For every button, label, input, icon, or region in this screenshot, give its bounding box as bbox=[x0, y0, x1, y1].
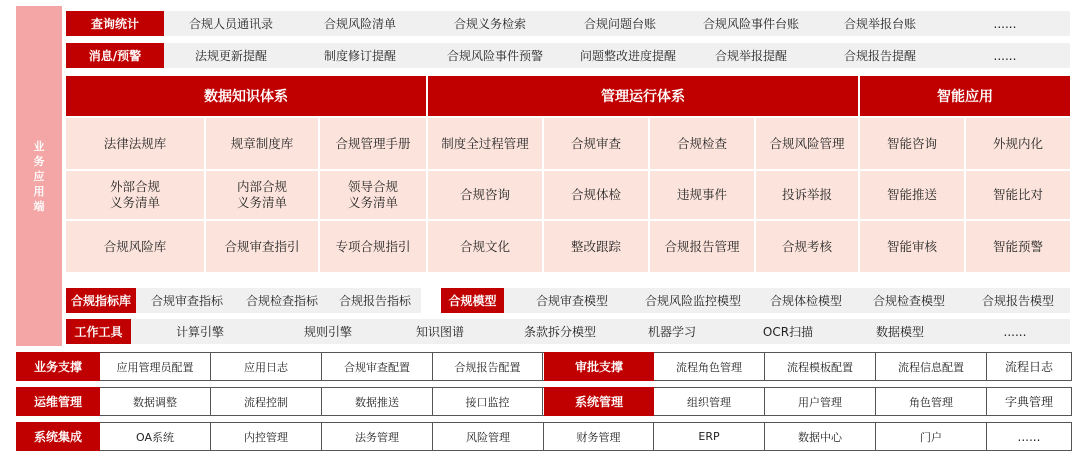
model-label: 合规模型 bbox=[441, 288, 504, 313]
alert-item[interactable]: 问题整改进度提醒 bbox=[579, 49, 676, 63]
ops-cell[interactable]: 投诉举报 bbox=[756, 171, 858, 219]
approval-item[interactable]: 流程日志 bbox=[1004, 360, 1053, 374]
data-cell[interactable]: 合规审查指引 bbox=[206, 221, 318, 272]
management-ops-header: 管理运行体系 bbox=[428, 76, 858, 116]
indicator-label: 合规指标库 bbox=[66, 288, 136, 313]
integration-item[interactable]: 门户 bbox=[876, 423, 987, 450]
ops-mgmt-item[interactable]: 数据推送 bbox=[322, 388, 433, 415]
ops-cell[interactable]: 合规风险管理 bbox=[756, 118, 858, 169]
ops-mgmt-label: 运维管理 bbox=[16, 387, 100, 416]
biz-support-item[interactable]: 合规报告配置 bbox=[433, 353, 543, 380]
tools-item[interactable]: 机器学习 bbox=[647, 325, 696, 339]
alert-label: 消息/预警 bbox=[66, 43, 164, 68]
smart-cell[interactable]: 智能预警 bbox=[966, 221, 1070, 272]
ops-cell[interactable]: 违规事件 bbox=[650, 171, 754, 219]
sidebar-business-app bbox=[16, 6, 62, 346]
tools-item[interactable]: OCR扫描 bbox=[762, 325, 814, 339]
integration-item[interactable]: 内控管理 bbox=[211, 423, 322, 450]
model-item[interactable]: 合规审查模型 bbox=[535, 294, 608, 308]
alert-item[interactable]: 制度修订提醒 bbox=[323, 49, 396, 63]
ops-cell[interactable]: 合规体检 bbox=[544, 171, 648, 219]
ops-cell[interactable]: 合规咨询 bbox=[428, 171, 542, 219]
tools-item[interactable]: ...... bbox=[1003, 324, 1027, 339]
alert-item[interactable]: ...... bbox=[993, 48, 1017, 63]
ops-mgmt-item[interactable]: 数据调整 bbox=[100, 388, 211, 415]
data-cell[interactable]: 法律法规库 bbox=[66, 118, 204, 169]
sys-mgmt-item[interactable]: 组织管理 bbox=[654, 388, 765, 415]
indicator-item[interactable]: 合规检查指标 bbox=[245, 294, 318, 308]
query-item[interactable]: 合规人员通讯录 bbox=[188, 17, 273, 31]
data-cell[interactable]: 内部合规 义务清单 bbox=[206, 171, 318, 219]
alert-item[interactable]: 合规举报提醒 bbox=[714, 49, 787, 63]
integration-item[interactable]: ...... bbox=[1017, 429, 1041, 444]
ops-cell[interactable]: 合规报告管理 bbox=[650, 221, 754, 272]
indicator-item[interactable]: 合规审查指标 bbox=[150, 294, 223, 308]
tools-item[interactable]: 计算引擎 bbox=[175, 325, 224, 339]
ops-mgmt-item[interactable]: 接口监控 bbox=[433, 388, 543, 415]
approval-item[interactable]: 流程信息配置 bbox=[876, 353, 987, 380]
biz-support-item[interactable]: 应用日志 bbox=[211, 353, 322, 380]
tools-item[interactable]: 知识图谱 bbox=[415, 325, 464, 339]
sys-mgmt-label: 系统管理 bbox=[544, 387, 654, 416]
smart-cell[interactable]: 外规内化 bbox=[966, 118, 1070, 169]
smart-cell[interactable]: 智能咨询 bbox=[860, 118, 964, 169]
model-item[interactable]: 合规体检模型 bbox=[769, 294, 842, 308]
sys-mgmt-item[interactable]: 字典管理 bbox=[1004, 395, 1053, 409]
sys-mgmt-item[interactable]: 用户管理 bbox=[765, 388, 876, 415]
approval-item[interactable]: 流程模板配置 bbox=[765, 353, 876, 380]
biz-support-label: 业务支撑 bbox=[16, 352, 100, 381]
query-item[interactable]: ...... bbox=[993, 16, 1017, 31]
data-cell[interactable]: 合规管理手册 bbox=[320, 118, 426, 169]
smart-cell[interactable]: 智能推送 bbox=[860, 171, 964, 219]
data-knowledge-header: 数据知识体系 bbox=[66, 76, 426, 116]
ops-cell[interactable]: 合规考核 bbox=[756, 221, 858, 272]
ops-mgmt-item[interactable]: 流程控制 bbox=[211, 388, 322, 415]
data-cell[interactable]: 专项合规指引 bbox=[320, 221, 426, 272]
data-cell[interactable]: 领导合规 义务清单 bbox=[320, 171, 426, 219]
model-item[interactable]: 合规报告模型 bbox=[981, 294, 1054, 308]
smart-cell[interactable]: 智能审核 bbox=[860, 221, 964, 272]
query-item[interactable]: 合规举报台账 bbox=[843, 17, 916, 31]
integration-item[interactable]: ERP bbox=[654, 423, 765, 450]
query-item[interactable]: 合规风险清单 bbox=[323, 17, 396, 31]
ops-cell[interactable]: 合规文化 bbox=[428, 221, 542, 272]
sidebar-label: 业务应用端 bbox=[33, 139, 45, 213]
indicator-item[interactable]: 合规报告指标 bbox=[338, 294, 411, 308]
model-item[interactable]: 合规风险监控模型 bbox=[644, 294, 741, 308]
smart-app-header: 智能应用 bbox=[860, 76, 1070, 116]
query-label: 查询统计 bbox=[66, 11, 164, 36]
integration-item[interactable]: 风险管理 bbox=[433, 423, 544, 450]
integration-item[interactable]: 法务管理 bbox=[322, 423, 433, 450]
approval-item[interactable]: 流程角色管理 bbox=[654, 353, 765, 380]
data-cell[interactable]: 外部合规 义务清单 bbox=[66, 171, 204, 219]
data-cell[interactable]: 规章制度库 bbox=[206, 118, 318, 169]
smart-cell[interactable]: 智能比对 bbox=[966, 171, 1070, 219]
ops-cell[interactable]: 合规审查 bbox=[544, 118, 648, 169]
tools-item[interactable]: 规则引擎 bbox=[303, 325, 352, 339]
ops-cell[interactable]: 合规检查 bbox=[650, 118, 754, 169]
query-item[interactable]: 合规义务检索 bbox=[453, 17, 526, 31]
integration-item[interactable]: OA系统 bbox=[100, 423, 211, 450]
alert-item[interactable]: 合规风险事件预警 bbox=[446, 49, 543, 63]
model-item[interactable]: 合规检查模型 bbox=[872, 294, 945, 308]
ops-cell[interactable]: 整改跟踪 bbox=[544, 221, 648, 272]
integration-label: 系统集成 bbox=[16, 422, 100, 451]
tools-item[interactable]: 数据模型 bbox=[875, 325, 924, 339]
biz-support-item[interactable]: 合规审查配置 bbox=[322, 353, 433, 380]
tools-item[interactable]: 条款拆分模型 bbox=[523, 325, 596, 339]
alert-item[interactable]: 合规报告提醒 bbox=[843, 49, 916, 63]
integration-item[interactable]: 数据中心 bbox=[765, 423, 876, 450]
tools-label: 工作工具 bbox=[66, 319, 131, 344]
query-item[interactable]: 合规问题台账 bbox=[583, 17, 656, 31]
query-item[interactable]: 合规风险事件台账 bbox=[702, 17, 799, 31]
biz-support-item[interactable]: 应用管理员配置 bbox=[100, 353, 211, 380]
alert-item[interactable]: 法规更新提醒 bbox=[194, 49, 267, 63]
sys-mgmt-item[interactable]: 角色管理 bbox=[876, 388, 987, 415]
data-cell[interactable]: 合规风险库 bbox=[66, 221, 204, 272]
approval-label: 审批支撑 bbox=[544, 352, 654, 381]
ops-cell[interactable]: 制度全过程管理 bbox=[428, 118, 542, 169]
integration-item[interactable]: 财务管理 bbox=[544, 423, 654, 450]
